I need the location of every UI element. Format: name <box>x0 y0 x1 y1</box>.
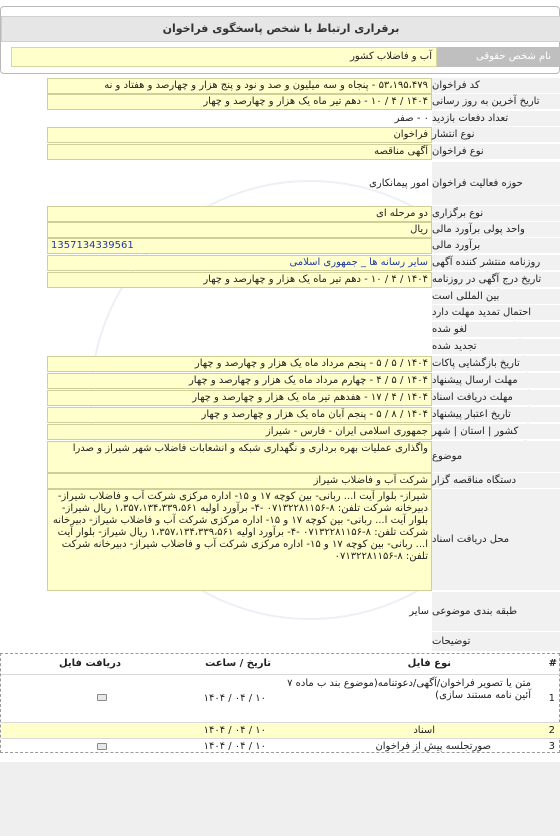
download-icon[interactable] <box>97 743 107 750</box>
extension-possible-value <box>47 305 432 321</box>
file-row-num: 3 <box>548 741 555 752</box>
documents-address-value: شیراز- بلوار آیت ا... ربانی- بین کوچه ۱۷ و ۱۵- اداره مرکزی شرکت آب و فاضلاب شیراز- دبیرخانه شرکت تلفن: ۸-۰۷۱۳۲۲۸۱۱۵۶ -۴- برآورد اولیه ۱،۳۵۷،۱۳۴،۳۳۹،۵۶۱ ریال شیراز- بلوار آیت ا... ربانی- بین کوچه ۱۷ و ۱۵- اداره مرکزی شرکت آب و فاضلاب شیراز- دبیرخانه شرکت تلفن: ۸-۰۷۱۳۲۲۸۱۱۵۶ -۴- برآورد اولیه ۱،۳۵۷،۱۳۴،۳۳۹،۵۶۱ ریال شیراز- بلوار آیت ا... ربانی- بین کوچه ۱۷ و ۱۵- اداره مرکزی شرکت آب و فاضلاب شیراز- دبیرخانه شرکت تلفن: ۸-۰۷۱۳۲۲۸۱۱۵۶ <box>47 489 432 591</box>
currency-value: ریال <box>47 222 432 238</box>
proposal-validity-label: تاریخ اعتبار پیشنهاد <box>432 407 560 423</box>
newspaper-date-label: تاریخ درج آگهی در روزنامه <box>432 272 560 288</box>
proposal-deadline-value: ۱۴۰۴ / ۵ / ۴ - چهارم مرداد ماه یک هزار و چهارصد و چهار <box>47 373 432 389</box>
file-row-type: صورتجلسه پیش از فراخوان <box>375 741 491 752</box>
legal-entity-label: نام شخص حقوقی <box>437 47 560 67</box>
renewed-value <box>47 339 432 355</box>
files-table-header <box>1 654 560 674</box>
view-count-value: ۰ - صفر <box>394 113 429 124</box>
documents-deadline-label: مهلت دریافت اسناد <box>432 390 560 406</box>
file-row <box>1 738 560 754</box>
files-table <box>0 653 560 753</box>
subject-value: واگذاری عملیات بهره برداری و نگهداری شبکه و انشعابات فاضلاب شهر شیراز و صدرا <box>47 441 432 473</box>
detail-row-subject <box>0 441 560 473</box>
opening-date-value: ۱۴۰۴ / ۵ / ۵ - پنجم مرداد ماه یک هزار و چهارصد و چهار <box>47 356 432 372</box>
renewed-label: تجدید شده <box>432 339 560 355</box>
detail-row-estimate <box>0 238 560 254</box>
detail-row-last-update <box>0 94 560 110</box>
newspaper-value: سایر رسانه ها _ جمهوری اسلامی <box>47 255 432 271</box>
tender-type-label: نوع فراخوان <box>432 144 560 160</box>
newspaper-label: روزنامه منتشر کننده آگهی <box>432 255 560 271</box>
file-row <box>1 722 560 738</box>
activity-field-label: حوزه فعالیت فراخوان <box>432 162 560 206</box>
col-date-time: تاریخ / ساعت <box>205 658 271 669</box>
tender-code-value: ۵۳،۱۹۵،۴۷۹ - پنجاه و سه میلیون و صد و نود و پنج هزار و چهارصد و هفتاد و نه <box>47 78 432 94</box>
opening-date-label: تاریخ بازگشایی پاکات <box>432 356 560 372</box>
detail-row-opening-date <box>0 356 560 372</box>
legal-entity-row <box>1 47 560 67</box>
tender-code-label: کد فراخوان <box>432 78 560 94</box>
subject-label: موضوع <box>432 441 560 473</box>
detail-row-newspaper <box>0 255 560 271</box>
international-value <box>47 289 432 305</box>
detail-row-view-count <box>0 111 560 127</box>
publish-type-value: فراخوان <box>47 127 432 143</box>
category-label: طبقه بندی موضوعی <box>432 592 560 632</box>
file-row-time: ۱۴۰۴ / ۰۴ / ۱۰ <box>203 741 266 752</box>
detail-row-cancelled <box>0 322 560 338</box>
file-row <box>1 674 560 722</box>
last-update-label: تاریخ آخرین به روز رسانی <box>432 94 560 110</box>
file-row-type: متن یا تصویر فراخوان/آگهی/دعوتنامه(موضوع بند ب ماده ۷ آئین نامه مستند سازی) <box>287 678 531 701</box>
detail-row-extension-possible <box>0 305 560 321</box>
cancelled-value <box>47 322 432 338</box>
col-download: دریافت فایل <box>59 658 121 669</box>
detail-row-tender-code <box>0 78 560 94</box>
detail-row-tender-type <box>0 144 560 160</box>
activity-field-value: امور پیمانکاری <box>369 178 429 189</box>
organizer-label: دستگاه مناقصه گزار <box>432 473 560 489</box>
detail-row-international <box>0 289 560 305</box>
detail-row-newspaper-date <box>0 272 560 288</box>
proposal-validity-value: ۱۴۰۴ / ۸ / ۵ - پنجم آبان ماه یک هزار و چهارصد و چهار <box>47 407 432 423</box>
organizer-value: شرکت آب و فاضلاب شیراز <box>47 473 432 489</box>
detail-row-proposal-validity <box>0 407 560 423</box>
holding-type-label: نوع برگزاری <box>432 206 560 222</box>
file-row-time: ۱۴۰۴ / ۰۴ / ۱۰ <box>203 693 266 704</box>
detail-row-currency <box>0 222 560 238</box>
download-icon[interactable] <box>97 694 107 701</box>
estimate-value: 1357134339561 <box>47 238 432 254</box>
extension-possible-label: احتمال تمدید مهلت دارد <box>432 305 560 321</box>
file-row-time: ۱۴۰۴ / ۰۴ / ۱۰ <box>203 725 266 736</box>
category-value: سایر <box>409 606 429 617</box>
detail-row-documents-deadline <box>0 390 560 406</box>
col-file-type: نوع فایل <box>407 658 451 669</box>
documents-deadline-value: ۱۴۰۴ / ۴ / ۱۷ - هفدهم تیر ماه یک هزار و چهارصد و چهار <box>47 390 432 406</box>
col-num: # <box>548 658 557 669</box>
description-value <box>47 632 432 652</box>
last-update-value: ۱۴۰۴ / ۴ / ۱۰ - دهم تیر ماه یک هزار و چهارصد و چهار <box>47 94 432 110</box>
contact-panel-title[interactable]: برقراری ارتباط با شخص پاسخگوی فراخوان <box>1 16 560 42</box>
international-label: بین المللی است <box>432 289 560 305</box>
detail-row-renewed <box>0 339 560 355</box>
currency-label: واحد پولی برآورد مالی <box>432 222 560 238</box>
publish-type-label: نوع انتشار <box>432 127 560 143</box>
detail-row-publish-type <box>0 127 560 143</box>
legal-entity-value: آب و فاضلاب کشور <box>11 47 437 67</box>
contact-panel <box>0 6 560 74</box>
holding-type-value: دو مرحله ای <box>47 206 432 222</box>
detail-row-holding-type <box>0 206 560 222</box>
view-count-label: تعداد دفعات بازدید <box>432 111 560 127</box>
detail-row-category <box>0 592 560 632</box>
detail-row-proposal-deadline <box>0 373 560 389</box>
newspaper-date-value: ۱۴۰۴ / ۴ / ۱۰ - دهم تیر ماه یک هزار و چهارصد و چهار <box>47 272 432 288</box>
tender-type-value: آگهی مناقصه <box>47 144 432 160</box>
file-row-num: 1 <box>548 693 555 704</box>
documents-address-label: محل دریافت اسناد <box>432 489 560 591</box>
estimate-label: برآورد مالی <box>432 238 560 254</box>
cancelled-label: لغو شده <box>432 322 560 338</box>
location-value: جمهوری اسلامی ایران - فارس - شیراز <box>47 424 432 440</box>
detail-row-description <box>0 632 560 652</box>
detail-row-activity-field <box>0 162 560 206</box>
description-label: توضیحات <box>432 632 560 652</box>
detail-row-documents-address <box>0 489 560 591</box>
file-row-num: 2 <box>548 725 555 736</box>
file-row-type: اسناد <box>413 725 435 736</box>
page-footer-area <box>0 762 560 836</box>
detail-row-location <box>0 424 560 440</box>
location-label: کشور | استان | شهر <box>432 424 560 440</box>
proposal-deadline-label: مهلت ارسال پیشنهاد <box>432 373 560 389</box>
detail-row-organizer <box>0 473 560 489</box>
